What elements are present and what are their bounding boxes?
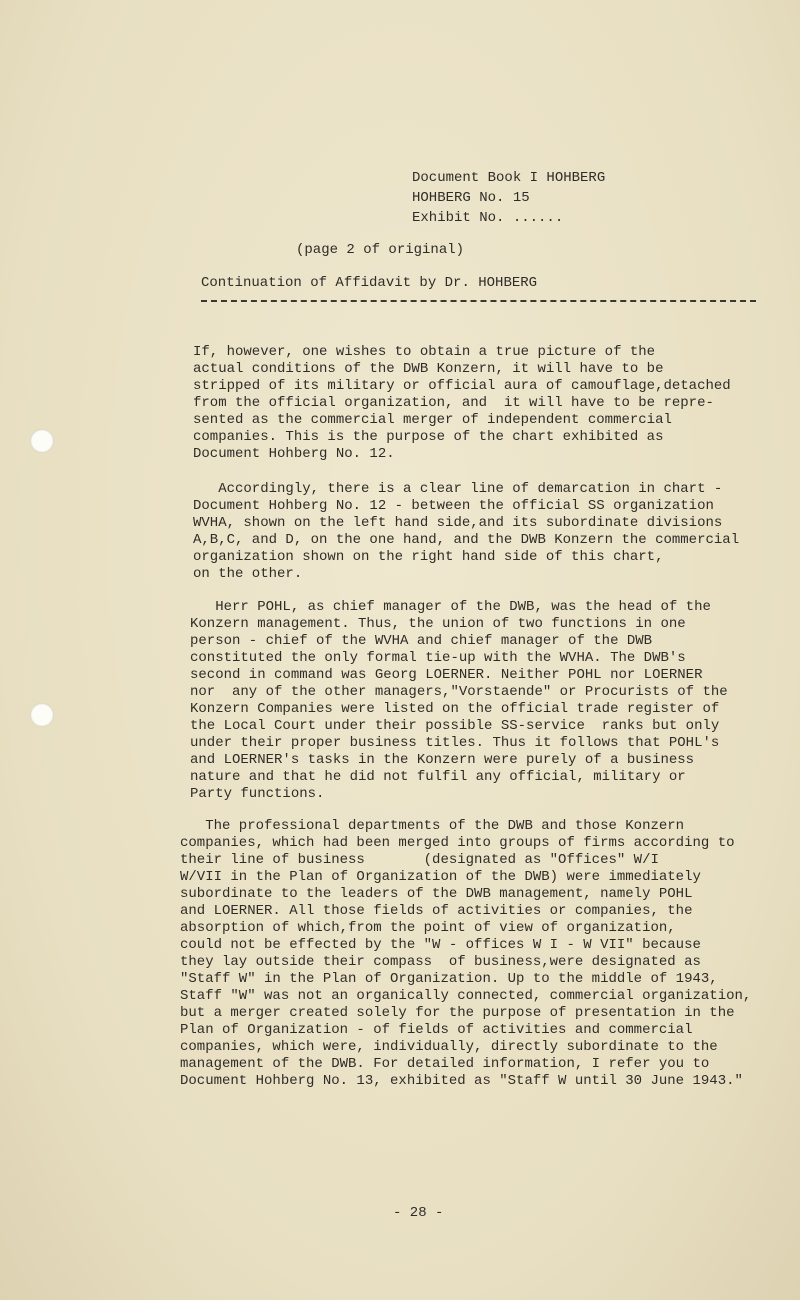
text-line: Herr POHL, as chief manager of the DWB, was the head of the — [190, 599, 711, 615]
text-line: but a merger created solely for the purpose of presentation in the — [180, 1005, 735, 1021]
text-line: Konzern management. Thus, the union of two functions in one — [190, 616, 686, 632]
punch-hole — [30, 703, 54, 727]
text-line: Konzern Companies were listed on the official trade register of — [190, 701, 720, 717]
text-line: companies, which had been merged into groups of firms according to — [180, 835, 735, 851]
text-line: WVHA, shown on the left hand side,and its subordinate divisions — [193, 515, 723, 531]
text-line: stripped of its military or official aura of camouflage,detached — [193, 378, 731, 394]
exhibit-number-line: Exhibit No. ...... — [412, 210, 564, 226]
paragraph-3 — [190, 599, 728, 803]
text-line: "Staff W" in the Plan of Organization. Up to the middle of 1943, — [180, 971, 718, 987]
page-note: (page 2 of original) — [296, 242, 465, 258]
text-line: and LOERNER's tasks in the Konzern were purely of a business — [190, 752, 695, 768]
page-number: - 28 - — [393, 1205, 444, 1221]
paragraph-2 — [193, 481, 739, 583]
text-line: Document Hohberg No. 12. — [193, 446, 395, 462]
text-line: second in command was Georg LOERNER. Neither POHL nor LOERNER — [190, 667, 703, 683]
text-line: If, however, one wishes to obtain a true picture of the — [193, 344, 656, 360]
text-line: organization shown on the right hand side of this chart, — [193, 549, 664, 565]
text-line: Document Hohberg No. 12 - between the official SS organization — [193, 498, 714, 514]
document-book-line: Document Book I HOHBERG — [412, 170, 606, 186]
text-line: companies, which were, individually, directly subordinate to the — [180, 1039, 718, 1055]
text-line: absorption of which,from the point of view of organization, — [180, 920, 676, 936]
paragraph-4 — [180, 818, 751, 1090]
text-line: under their proper business titles. Thus it follows that POHL's — [190, 735, 720, 751]
text-line: Document Hohberg No. 13, exhibited as "Staff W until 30 June 1943." — [180, 1073, 743, 1089]
text-line: W/VII in the Plan of Organization of the DWB) were immediately — [180, 869, 701, 885]
text-line: from the official organization, and it will have to be repre- — [193, 395, 714, 411]
text-line: A,B,C, and D, on the one hand, and the DWB Konzern the commercial — [193, 532, 740, 548]
text-line: nature and that he did not fulfil any official, military or — [190, 769, 686, 785]
text-line: person - chief of the WVHA and chief manager of the DWB — [190, 633, 653, 649]
document-header — [412, 168, 605, 228]
text-line: and LOERNER. All those fields of activities or companies, the — [180, 903, 693, 919]
text-line: The professional departments of the DWB and those Konzern — [180, 818, 685, 834]
punch-hole — [30, 429, 54, 453]
paragraph-1 — [193, 344, 731, 463]
text-line: subordinate to the leaders of the DWB management, namely POHL — [180, 886, 693, 902]
text-line: nor any of the other managers,"Vorstaende" or Procurists of the — [190, 684, 728, 700]
continuation-title: Continuation of Affidavit by Dr. HOHBERG — [201, 275, 538, 291]
text-line: constituted the only formal tie-up with the WVHA. The DWB's — [190, 650, 686, 666]
text-line: the Local Court under their possible SS-service ranks but only — [190, 718, 720, 734]
text-line: Accordingly, there is a clear line of demarcation in chart - — [193, 481, 723, 497]
text-line: Party functions. — [190, 786, 325, 802]
text-line: actual conditions of the DWB Konzern, it will have to be — [193, 361, 664, 377]
text-line: management of the DWB. For detailed information, I refer you to — [180, 1056, 710, 1072]
hohberg-number-line: HOHBERG No. 15 — [412, 190, 530, 206]
text-line: their line of business (designated as "Offices" W/I — [180, 852, 659, 868]
text-line: Plan of Organization - of fields of activities and commercial — [180, 1022, 693, 1038]
text-line: could not be effected by the "W - offices W I - W VII" because — [180, 937, 701, 953]
text-line: on the other. — [193, 566, 303, 582]
text-line: sented as the commercial merger of independent commercial — [193, 412, 672, 428]
text-line: Staff "W" was not an organically connected, commercial organization, — [180, 988, 752, 1004]
dashed-divider — [201, 300, 756, 302]
text-line: they lay outside their compass of business,were designated as — [180, 954, 701, 970]
text-line: companies. This is the purpose of the chart exhibited as — [193, 429, 664, 445]
